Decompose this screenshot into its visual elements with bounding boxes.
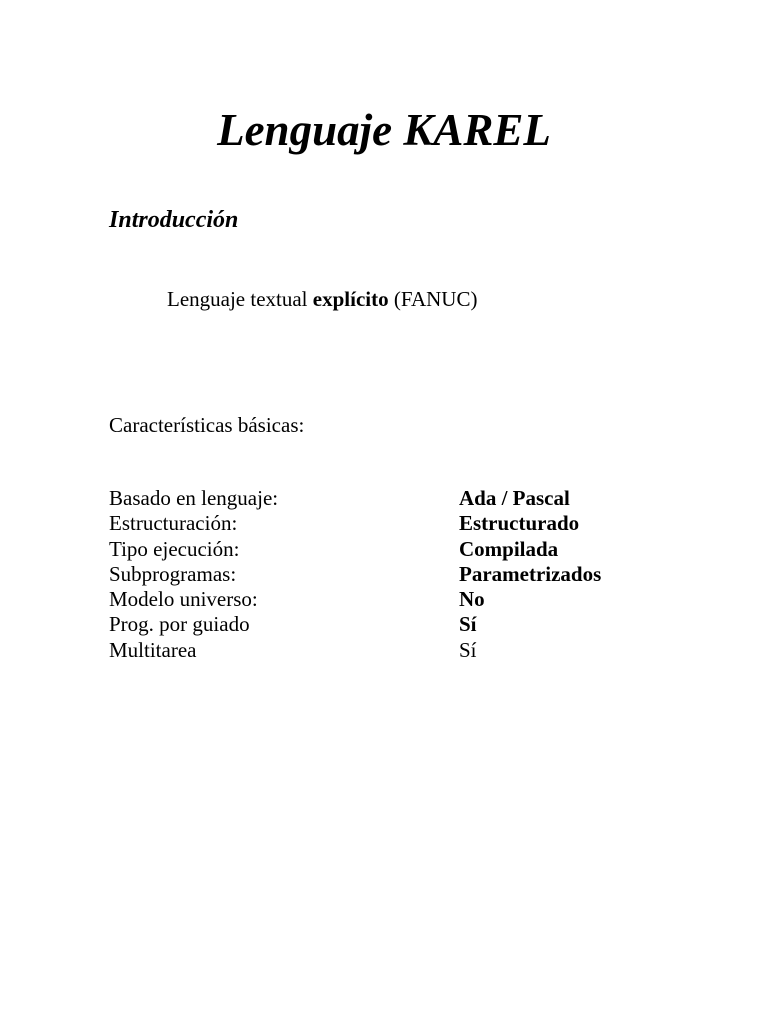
intro-prefix: Lenguaje textual	[167, 287, 313, 311]
feature-row	[109, 612, 669, 637]
feature-value: Sí	[459, 637, 477, 662]
feature-key: Tipo ejecución:	[109, 536, 240, 561]
feature-row	[109, 562, 669, 587]
page-title: Lenguaje KAREL	[217, 105, 551, 155]
intro-paragraph	[167, 285, 477, 313]
feature-value: Sí	[459, 612, 477, 637]
feature-value: Estructurado	[459, 511, 580, 536]
feature-key: Modelo universo:	[109, 587, 258, 612]
feature-value: Parametrizados	[459, 561, 602, 586]
intro-suffix: (FANUC)	[388, 287, 478, 311]
feature-key: Basado en lenguaje:	[109, 486, 279, 510]
feature-row	[109, 587, 669, 612]
feature-key: Prog. por guiado	[109, 612, 250, 637]
feature-row	[109, 511, 669, 536]
feature-value: No	[459, 587, 485, 612]
section-heading: Introducción	[109, 207, 239, 233]
feature-row	[109, 537, 669, 562]
feature-key: Estructuración:	[109, 511, 238, 536]
feature-key: Subprogramas:	[109, 561, 237, 586]
features-label: Características básicas:	[109, 413, 305, 437]
feature-key: Multitarea	[109, 637, 197, 662]
feature-row	[109, 638, 669, 663]
feature-row	[109, 486, 669, 511]
feature-value: Compilada	[459, 536, 559, 561]
features-table	[109, 486, 669, 663]
intro-emphasis: explícito	[312, 287, 389, 311]
feature-value: Ada / Pascal	[459, 486, 570, 510]
